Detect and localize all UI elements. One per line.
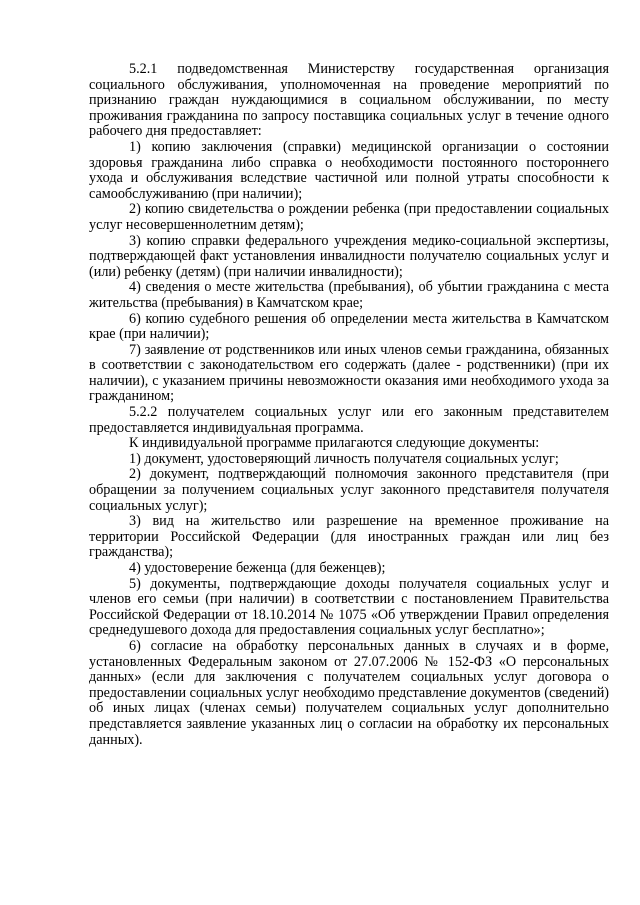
paragraph-doc-6-personal-data-consent: 6) согласие на обработку персональных данных в случаях и в форме, установленных Федеральным законом от 27.07.2006 № 152-ФЗ «О персональных данных» (если для заключения с получателем социальных услуг договора о предоставлении социальных услуг необходимо представление документов (сведений) об иных лицах (членах семьи) получателем социальных услуг дополнительно представляется заявление указанных лиц о согласии на обработку их персональных данных). (89, 637, 610, 748)
paragraph-item-2-birth-certificate: 2) копию свидетельства о рождении ребенка (при предоставлении социальных услуг несовершеннолетним детям); (89, 201, 609, 233)
paragraph-doc-4-refugee-certificate: 4) удостоверение беженца (для беженцев); (129, 560, 386, 576)
paragraph-doc-1-identity: 1) документ, удостоверяющий личность получателя социальных услуг; (129, 450, 559, 467)
paragraph-doc-3-residence-permit: 3) вид на жительство или разрешение на временное проживание на территории Российской Федерации (для иностранных граждан или лиц без гражданства); (89, 513, 609, 561)
paragraph-attached-documents-intro: К индивидуальной программе прилагаются следующие документы: (129, 435, 540, 452)
paragraph-item-3-disability-certificate: 3) копию справки федерального учреждения медико-социальной экспертизы, подтверждающей факт установления инвалидности получателю социальных услуг и (или) ребенку (детям) (при наличии инвалидности); (89, 232, 609, 280)
paragraph-doc-5-income-documents: 5) документы, подтверждающие доходы получателя социальных услуг и членов его семьи (при наличии) в соответствии с постановлением Правительства Российской Федерации от 18.10.2014 № 1075 «Об утверждении Правил определения среднедушевого дохода для предоставления социальных услуг бесплатно»; (89, 575, 609, 639)
paragraph-item-1-medical-certificate: 1) копию заключения (справки) медицинской организации о состоянии здоровья гражданина либо справка о необходимости постоянного постороннего ухода и обслуживания вследствие частичной или полной утраты способности к самообслуживанию (при наличии); (89, 138, 609, 202)
document-page (89, 62, 609, 748)
paragraph-item-4-residence-info: 4) сведения о месте жительства (пребывания), об убытии гражданина с места жительства (пребывания) в Камчатском крае; (89, 279, 609, 311)
paragraph-item-6-court-decision: 6) копию судебного решения об определении места жительства в Камчатском крае (при наличии); (89, 310, 609, 343)
paragraph-5-2-1: 5.2.1 подведомственная Министерству государственная организация социального обслуживания, уполномоченная на проведение мероприятий по признанию граждан нуждающимися в социальном обслуживании, по месту проживания гражданина по запросу поставщика социальных услуг в течение одного рабочего дня предоставляет: (89, 61, 609, 140)
paragraph-item-7-relatives-statement: 7) заявление от родственников или иных членов семьи гражданина, обязанных в соответствии с законодательством его содержать (далее - родственники) (при их наличии), с указанием причины невозможности оказания ими необходимого ухода за гражданином; (89, 341, 609, 405)
paragraph-doc-2-representative-authority: 2) документ, подтверждающий полномочия законного представителя (при обращении за получением социальных услуг законного представителя получателя социальных услуг); (89, 466, 609, 514)
paragraph-5-2-2: 5.2.2 получателем социальных услуг или его законным представителем предоставляется индивидуальная программа. (89, 404, 609, 436)
